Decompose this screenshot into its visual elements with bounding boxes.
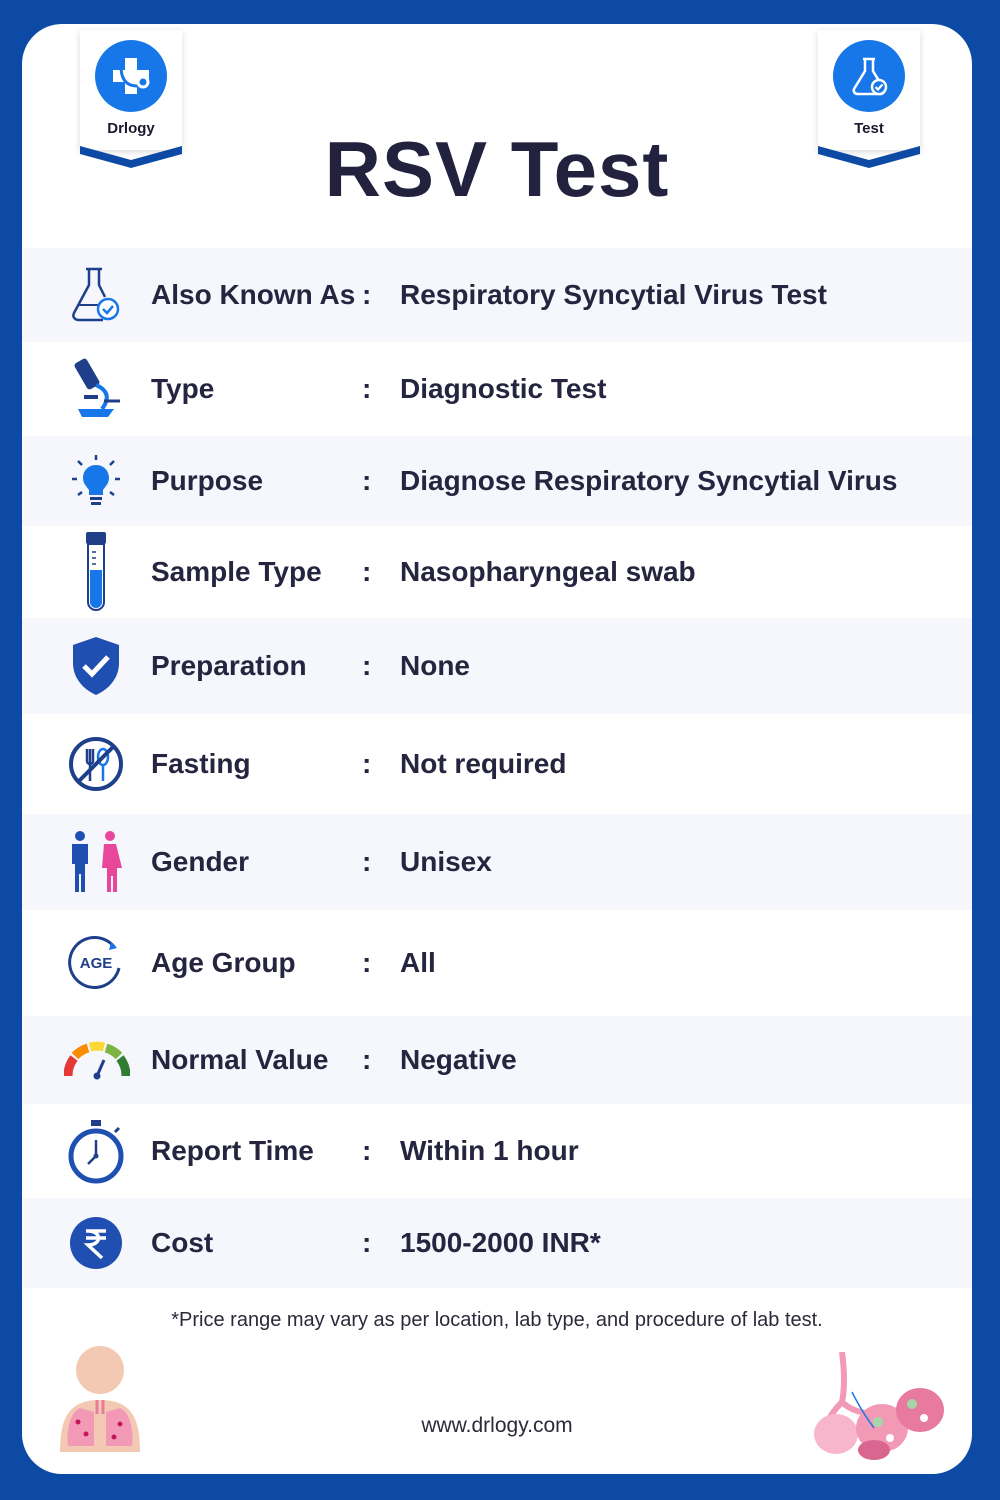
- website-url: www.drlogy.com: [421, 1414, 573, 1437]
- price-footnote: *Price range may vary as per location, lab type, and procedure of lab test.: [171, 1309, 823, 1331]
- row-label: Preparation: [151, 650, 307, 681]
- gauge-icon: [64, 1030, 130, 1090]
- medical-cross-icon: [95, 40, 167, 112]
- row-separator: :: [362, 465, 372, 496]
- info-row-gender: [22, 814, 972, 910]
- info-table: [22, 248, 972, 1288]
- row-separator: :: [362, 748, 372, 779]
- stopwatch-icon: [66, 1118, 126, 1184]
- row-separator: :: [362, 556, 372, 587]
- drlogy-label: Drlogy: [107, 120, 155, 137]
- row-value: Unisex: [400, 846, 492, 877]
- row-label: Gender: [151, 846, 250, 877]
- row-separator: :: [362, 373, 372, 404]
- info-row-normal-value: [22, 1016, 972, 1104]
- test-label: Test: [854, 120, 884, 137]
- info-row-purpose: [22, 436, 972, 526]
- svg-text:AGE: AGE: [79, 955, 113, 972]
- row-value: 1500-2000 INR*: [400, 1227, 601, 1258]
- row-label: Cost: [151, 1227, 214, 1258]
- shield-check-icon: [66, 636, 126, 696]
- row-value: Respiratory Syncytial Virus Test: [400, 279, 827, 310]
- row-separator: :: [362, 279, 372, 310]
- info-row-cost: [22, 1198, 972, 1288]
- row-label: Fasting: [151, 748, 251, 779]
- row-value: Not required: [400, 748, 567, 779]
- row-label: Age Group: [151, 947, 296, 978]
- row-label: Also Known As: [151, 279, 356, 310]
- row-value: None: [400, 650, 470, 681]
- row-value: Diagnostic Test: [400, 373, 607, 404]
- row-label: Type: [151, 373, 215, 404]
- info-row-report-time: [22, 1104, 972, 1198]
- lightbulb-icon: [66, 451, 126, 511]
- row-label: Report Time: [151, 1135, 314, 1166]
- info-row-age-group: [22, 910, 972, 1016]
- row-separator: :: [362, 1227, 372, 1258]
- no-food-icon: [66, 734, 126, 794]
- info-row-fasting: [22, 714, 972, 814]
- row-value: Within 1 hour: [400, 1135, 579, 1166]
- row-separator: :: [362, 1044, 372, 1075]
- info-row-also-known-as: [22, 248, 972, 342]
- row-value: Diagnose Respiratory Syncytial Virus: [400, 465, 898, 496]
- row-separator: :: [362, 1135, 372, 1166]
- alveoli-illustration: [812, 1352, 952, 1462]
- age-icon: [66, 933, 126, 993]
- info-card: [22, 24, 972, 1474]
- microscope-icon: [66, 359, 126, 419]
- flask-check-icon: [66, 265, 126, 325]
- info-row-type: [22, 342, 972, 436]
- test-tube-icon: [66, 530, 126, 614]
- rupee-icon: [66, 1213, 126, 1273]
- row-label: Purpose: [151, 465, 264, 496]
- page-title: RSV Test: [324, 125, 670, 213]
- row-value: Nasopharyngeal swab: [400, 556, 696, 587]
- info-row-sample-type: [22, 526, 972, 618]
- gender-icon: [66, 832, 126, 892]
- row-value: All: [400, 947, 436, 978]
- row-separator: :: [362, 947, 372, 978]
- row-value: Negative: [400, 1044, 517, 1075]
- flask-check-icon: [833, 40, 905, 112]
- row-separator: :: [362, 650, 372, 681]
- row-separator: :: [362, 846, 372, 877]
- info-row-preparation: [22, 618, 972, 714]
- row-label: Normal Value: [151, 1044, 329, 1075]
- row-label: Sample Type: [151, 556, 322, 587]
